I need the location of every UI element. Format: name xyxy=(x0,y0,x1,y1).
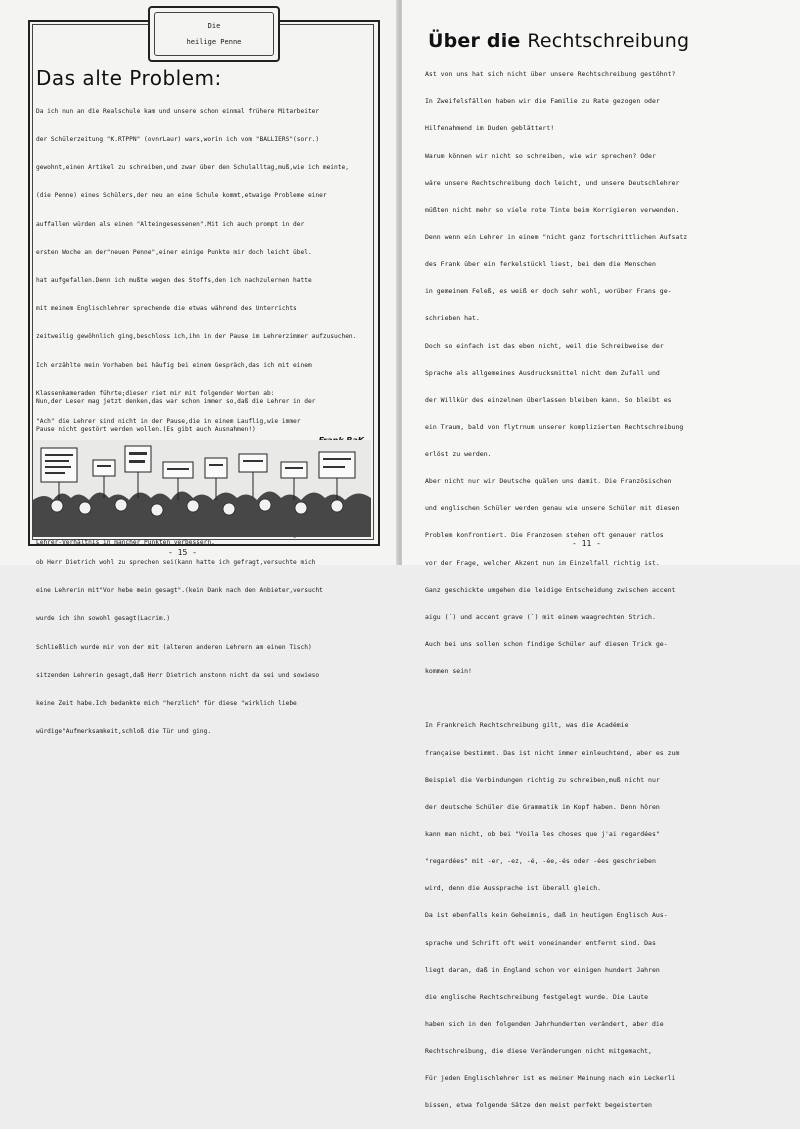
text-line: haben sich in den folgenden Jahrhunderten verändert, aber die xyxy=(425,1020,664,1029)
text-line: erlöst zu werden. xyxy=(425,450,492,459)
text-line: die englische Rechtschreibung festgelegt wurde. Die Laute xyxy=(425,992,649,1001)
text-line: française bestimmt. Das ist nicht immer einleuchtend, aber es zum xyxy=(425,748,680,757)
article-body-right xyxy=(425,52,785,1129)
text-line: Da ich nun an die Realschule kam und unsere schon einmal frühere Mitarbeiter xyxy=(36,107,320,115)
text-line: ersten Woche an der"neuen Penne",einer einige Punkte mir doch leicht übel. xyxy=(36,248,312,256)
text-line: ob Herr Dietrich wohl zu sprechen sei(kann hatte ich gefragt,versuchte mich xyxy=(36,559,316,567)
text-line: ein Traum, bald von flytrnum unserer komplizierten Rechtschreibung xyxy=(425,422,684,431)
text-line: Problem konfrontiert. Die Franzosen stehen oft genauer ratlos xyxy=(425,531,664,540)
text-line: sprache und Schrift oft weit voneinander entfernt sind. Das xyxy=(425,938,656,947)
text-line: aigu (´) und accent grave (`) mit einem waagrechten Strich. xyxy=(425,612,656,621)
text-line: Rechtschreibung, die diese Veränderungen nicht mitgemacht, xyxy=(425,1047,652,1056)
text-line: Doch so einfach ist das eben nicht, weil die Schreibweise der xyxy=(425,341,664,350)
text-line: Da ist ebenfalls kein Geheimnis, daß in heutigen Englisch Aus- xyxy=(425,911,668,920)
text-line: Warum können wir nicht so schreiben, wie wir sprechen? Oder xyxy=(425,151,656,160)
text-line: mit meinem Englischlehrer sprechende die etwas während des Unterrichts xyxy=(36,305,297,313)
text-line: müßten nicht mehr so viele rote Tinte beim Korrigieren verwenden. xyxy=(425,205,680,214)
text-line: Pause nicht gestört werden wollen.(Es gibt auch Ausnahmen!) xyxy=(36,426,256,434)
text-line: In Frankreich Rechtschreibung gilt, was die Académie xyxy=(425,721,629,730)
text-line: zeitweilig gewöhnlich ging,beschloss ich,ihn in der Pause im Lehrerzimmer aufzusuchen. xyxy=(36,333,357,341)
text-line: kann man nicht, ob bei "Voila les choses que j'ai regardées" xyxy=(425,830,660,839)
text-line: vor der Frage, welcher Akzent nun im Einzelfall richtig ist. xyxy=(425,558,660,567)
header-line-1: Die xyxy=(207,22,221,30)
text-line: eine Lehrerin mit"Vor hebe mein gesagt".(kein Dank nach den Anbieter,versucht xyxy=(36,587,323,595)
text-line: gewohnt,einen Artikel zu schreiben,und zwar über den Schulalltag,muß,wie ich meinte, xyxy=(36,164,349,172)
text-line: sitzenden Lehrerin gesagt,daß Herr Dietrich anstonn nicht da sei und sowieso xyxy=(36,671,320,679)
text-line: Klassenkameraden führte;dieser riet mir mit folgender Worten ab: xyxy=(36,389,275,397)
text-line: "regardées" mit -er, -ez, -é, -ée,-és oder -ées geschrieben xyxy=(425,857,656,866)
text-line: Ich erzählte mein Vorhaben bei häufig bei einem Gespräch,das ich mit einem xyxy=(36,361,312,369)
text-line: Aber nicht nur wir Deutsche quälen uns damit. Die Französischen xyxy=(425,477,672,486)
text-line: des Frank über ein ferkelstückl liest, bei dem die Menschen xyxy=(425,260,656,269)
protest-cartoon-illustration xyxy=(33,440,371,537)
page-number-left: - 15 - xyxy=(168,548,197,557)
text-line xyxy=(425,694,785,703)
text-line: Denn wenn ein Lehrer in einem "nicht ganz fortschrittlichen Aufsatz xyxy=(425,232,688,241)
text-line: in gemeinem Feleß, es weiß er doch sehr wohl, worüber Frans ge- xyxy=(425,287,672,296)
text-line: Hilfenahmend im Duden geblättert! xyxy=(425,124,555,133)
article-title: Das alte Problem: xyxy=(36,66,222,90)
text-line: keine Zeit habe.Ich bedankte mich "herzlich" für diese "wirklich liebe xyxy=(36,700,297,708)
text-line: wäre unsere Rechtschreibung doch leicht, und unsere Deutschlehrer xyxy=(425,178,680,187)
text-line: "Ach" die Lehrer sind nicht in der Pause,die in einem Lauflig,wie immer xyxy=(36,418,301,426)
text-line: der Willkür des einzelnen überlassen bleiben kann. So bleibt es xyxy=(425,395,672,404)
text-line: wurde ich ihn sowohl gesagt(Lacrim.) xyxy=(36,615,171,623)
text-line: hat aufgefallen.Denn ich mußte wegen des Stoffs,den ich nachzulernen hatte xyxy=(36,277,312,285)
text-line: Beispiel die Verbindungen richtig zu schreiben,muß nicht nur xyxy=(425,775,660,784)
article-title-right xyxy=(428,30,689,52)
text-line: (die Penne) eines Schülers,der neu an eine Schule kommt,etwaige Probleme einer xyxy=(36,192,327,200)
text-line: Auch bei uns sollen schon findige Schüler auf diesen Trick ge- xyxy=(425,640,668,649)
title-bold-part: Über die xyxy=(428,30,521,52)
left-page xyxy=(0,0,398,736)
text-line: Nun,der Leser mag jetzt denken,das war schon immer so,daß die Lehrer in der xyxy=(36,397,316,405)
title-normal-part: Rechtschreibung xyxy=(527,30,690,52)
text-line: In Zweifelsfällen haben wir die Familie zu Rate gezogen oder xyxy=(425,97,660,106)
text-line: schrieben hat. xyxy=(425,314,480,323)
text-line: würdige"Aufmerksamkeit,schloß die Tür und ging. xyxy=(36,728,212,736)
text-line: Ast von uns hat sich nicht über unsere Rechtschreibung gestöhnt? xyxy=(425,70,676,79)
page-number-right: - 11 - xyxy=(572,539,601,548)
header-line-2: heilige Penne xyxy=(186,38,242,46)
text-line: liegt daran, daß in England schon vor einigen hundert Jahren xyxy=(425,965,660,974)
text-line: der deutsche Schüler die Grammatik im Kopf haben. Denn hören xyxy=(425,802,660,811)
text-line: wird, denn die Aussprache ist überall gleich. xyxy=(425,884,602,893)
text-line: der Schülerzeitung "K.RTPPN" (ovnrLaur) wars,worin ich vom "BALLIERS"(sorr.) xyxy=(36,136,320,144)
text-line: Lehrer-Verhältnis in mancher Punkten verbessern. xyxy=(36,538,215,546)
text-line: Ganz geschickte umgehen die leidige Entscheidung zwischen accent xyxy=(425,585,676,594)
text-line: Schließlich wurde mir von der mit (alteren anderen Lehrern am einen Tisch) xyxy=(36,643,312,651)
text-line: und englischen Schüler werden genau wie unsere Schüler mit diesen xyxy=(425,504,680,513)
text-line: Für jeden Englischlehrer ist es meiner Meinung nach ein Leckerli xyxy=(425,1074,676,1083)
text-line: Sprache als allgemeines Ausdrucksmittel nicht dem Zufall und xyxy=(425,368,660,377)
header-plaque xyxy=(148,6,280,62)
text-line: auffallen würden als einen "Alteingesessenen".Mit ich auch prompt in der xyxy=(36,220,305,228)
text-line: bissen, etwa folgende Sätze den meist perfekt begeisterten xyxy=(425,1101,652,1110)
text-line: kommen sein! xyxy=(425,667,472,676)
